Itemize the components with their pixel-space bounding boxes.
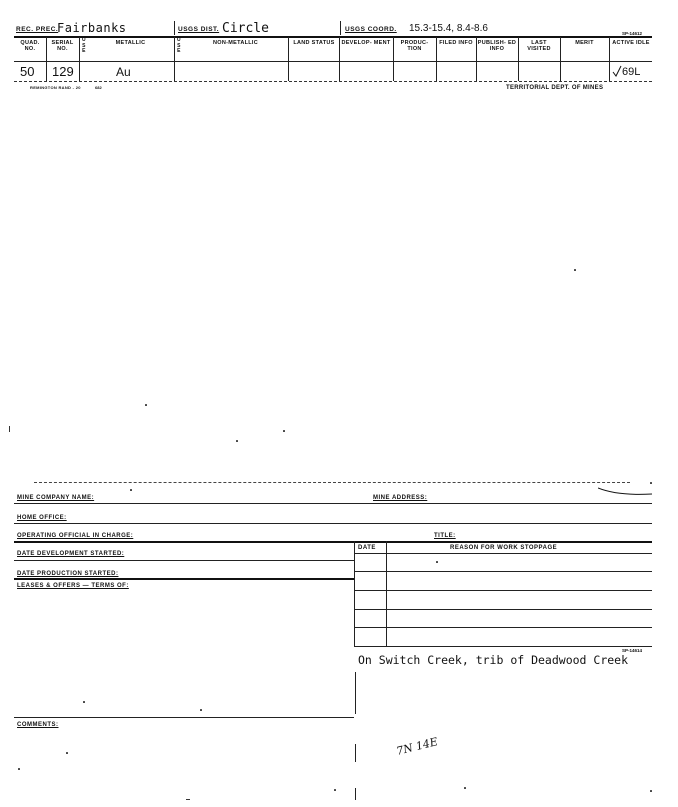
title-label: TITLE: [434, 533, 456, 539]
card-footer-code: 682 [95, 85, 102, 90]
col-published-info: PUBLISH- ED INFO [477, 40, 517, 52]
value-active-idle: 69L [622, 66, 641, 78]
card-corner-curve [598, 482, 654, 498]
card-footer-left: REMINGTON RAND - 20 [30, 85, 81, 90]
leases-label: LEASES & OFFERS — TERMS OF: [17, 583, 129, 589]
home-office-label: HOME OFFICE: [17, 515, 67, 521]
date-development-label: DATE DEVELOPMENT STARTED: [17, 551, 125, 557]
col-serial-no: SERIAL NO. [51, 40, 74, 52]
mine-company-name-label: MINE COMPANY NAME: [17, 495, 95, 501]
value-serial-no: 129 [52, 64, 74, 79]
col-active-idle: ACTIVE IDLE [612, 40, 650, 46]
usgs-coord-value: 15.3-15.4, 8.4-8.6 [409, 23, 488, 34]
location-note: On Switch Creek, trib of Deadwood Creek [358, 653, 629, 667]
check-mark-icon [612, 65, 622, 79]
usgs-dist-value: Circle [222, 21, 269, 36]
stoppage-reason-header: REASON FOR WORK STOPPAGE [450, 545, 558, 551]
usgs-dist-label: USGS DIST. [178, 26, 220, 33]
value-quad-no: 50 [20, 64, 35, 79]
rec-prec-value: Fairbanks [57, 21, 127, 35]
col-metallic: METALLIC [115, 40, 146, 46]
comments-label: COMMENTS: [17, 722, 59, 728]
form-number-bottom: SP-14614 [622, 648, 643, 653]
usgs-coord-label: USGS COORD. [345, 26, 397, 33]
mine-address-label: MINE ADDRESS: [373, 495, 428, 501]
col-use-a: U S E [82, 37, 86, 54]
value-metallic: Au [116, 65, 131, 79]
col-land-status: LAND STATUS [293, 40, 335, 46]
card-footer-right: TERRITORIAL DEPT. OF MINES [506, 85, 604, 91]
col-quad-no: QUAD. NO. [20, 40, 40, 52]
operating-official-label: OPERATING OFFICIAL IN CHARGE: [17, 533, 134, 539]
form-number-top: SP-14612 [622, 31, 643, 36]
handwritten-note: 7N 14E [395, 735, 440, 758]
col-production: PRODUC- TION [400, 40, 429, 52]
col-filed-info: FILED INFO [439, 40, 473, 46]
col-non-metallic: NON-METALLIC [212, 40, 259, 46]
date-production-label: DATE PRODUCTION STARTED: [17, 571, 119, 577]
rec-prec-label: REC. PREC. [16, 26, 59, 33]
col-last-visited: LAST VISITED [527, 40, 551, 52]
col-development: DEVELOP- MENT [341, 40, 391, 46]
col-use-b: U S E [177, 37, 181, 54]
col-merit: MERIT [575, 40, 594, 46]
stoppage-date-header: DATE [358, 545, 376, 551]
